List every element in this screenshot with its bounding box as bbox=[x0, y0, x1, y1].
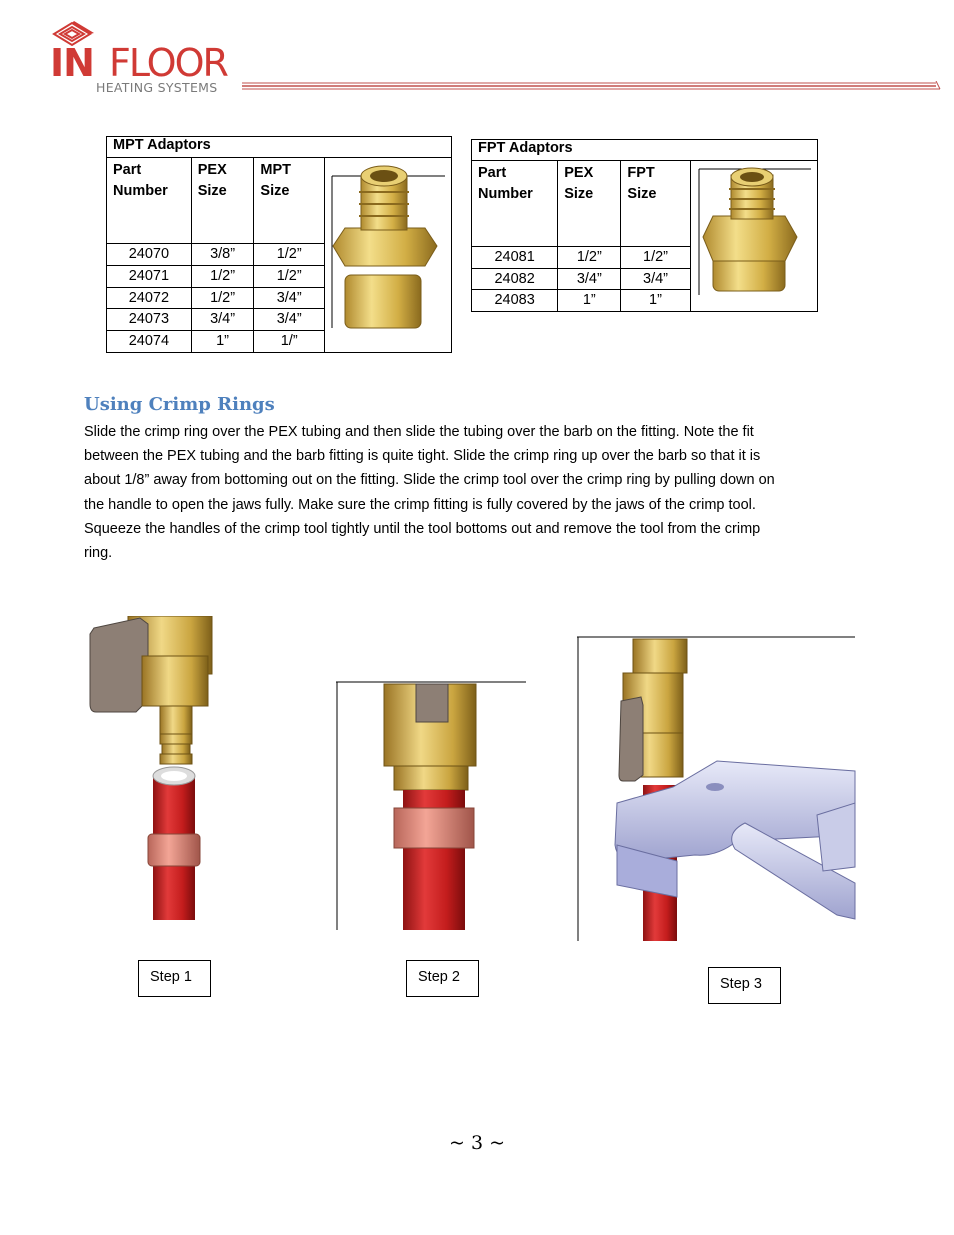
table-cell: 1/2” bbox=[621, 246, 690, 268]
company-logo bbox=[50, 18, 240, 100]
table-cell: 24073 bbox=[107, 309, 192, 331]
table-cell: 1” bbox=[558, 290, 621, 312]
fpt-header-part: Part Number bbox=[472, 161, 558, 247]
step-2-illustration bbox=[336, 680, 528, 932]
step-2-label: Step 2 bbox=[406, 960, 479, 997]
fpt-adaptors-table bbox=[471, 139, 818, 312]
table-cell: 3/4” bbox=[558, 268, 621, 290]
table-cell: 24071 bbox=[107, 265, 192, 287]
paragraph-line: about 1/8” away from bottoming out on the fitting. Slide the crimp tool over the crimp ring by pulling down on bbox=[84, 472, 775, 489]
table-cell: 1/2” bbox=[558, 246, 621, 268]
mpt-adaptors-table bbox=[106, 136, 452, 353]
fpt-adaptor-image-cell bbox=[690, 161, 817, 312]
mpt-adaptor-image-cell bbox=[324, 158, 451, 353]
header-rule bbox=[242, 81, 942, 91]
fpt-adaptor-icon bbox=[691, 161, 817, 307]
table-cell: 1” bbox=[621, 290, 690, 312]
paragraph-line: the handle to open the jaws fully. Make sure the crimp fitting is fully covered by the jaws of the crimp tool. bbox=[84, 496, 756, 513]
table-cell: 24081 bbox=[472, 246, 558, 268]
mpt-header-pex: PEX Size bbox=[191, 158, 254, 244]
table-cell: 1/2” bbox=[254, 244, 325, 266]
table-cell: 24083 bbox=[472, 290, 558, 312]
table-cell: 1/2” bbox=[254, 265, 325, 287]
mpt-header-part: Part Number bbox=[107, 158, 192, 244]
mpt-header-mpt: MPT Size bbox=[254, 158, 325, 244]
paragraph-line: ring. bbox=[84, 545, 113, 562]
table-cell: 24070 bbox=[107, 244, 192, 266]
step-3-label: Step 3 bbox=[708, 967, 781, 1004]
mpt-table-title: MPT Adaptors bbox=[107, 137, 452, 158]
fpt-table-title: FPT Adaptors bbox=[472, 140, 818, 161]
table-cell: 1/2” bbox=[191, 287, 254, 309]
paragraph-line: Squeeze the handles of the crimp tool tightly until the tool bottoms out and remove the tool from the crimp bbox=[84, 520, 761, 537]
table-cell: 3/4” bbox=[254, 287, 325, 309]
step-3-illustration bbox=[577, 635, 857, 943]
logo-tagline: HEATING SYSTEMS bbox=[96, 80, 218, 95]
table-cell: 1/” bbox=[254, 331, 325, 353]
step-1-label: Step 1 bbox=[138, 960, 211, 997]
page-number: ~ 3 ~ bbox=[448, 1132, 505, 1154]
table-cell: 3/8” bbox=[191, 244, 254, 266]
table-cell: 1” bbox=[191, 331, 254, 353]
table-cell: 3/4” bbox=[191, 309, 254, 331]
paragraph-line: Slide the crimp ring over the PEX tubing and then slide the tubing over the barb on the fitting. Note the fit bbox=[84, 424, 754, 440]
instructions-paragraph bbox=[84, 420, 874, 565]
table-cell: 24074 bbox=[107, 331, 192, 353]
logo-text-in: IN bbox=[50, 41, 94, 85]
table-cell: 3/4” bbox=[254, 309, 325, 331]
fpt-header-pex: PEX Size bbox=[558, 161, 621, 247]
mpt-adaptor-icon bbox=[325, 158, 451, 348]
table-cell: 1/2” bbox=[191, 265, 254, 287]
logo-text-floor: FLOOR bbox=[109, 41, 227, 85]
table-cell: 3/4” bbox=[621, 268, 690, 290]
step-1-illustration bbox=[88, 616, 218, 922]
fpt-header-fpt: FPT Size bbox=[621, 161, 690, 247]
table-cell: 24082 bbox=[472, 268, 558, 290]
section-title: Using Crimp Rings bbox=[84, 394, 275, 415]
paragraph-line: between the PEX tubing and the barb fitting is quite tight. Slide the crimp ring up over the barb so that it is bbox=[84, 448, 761, 465]
table-cell: 24072 bbox=[107, 287, 192, 309]
